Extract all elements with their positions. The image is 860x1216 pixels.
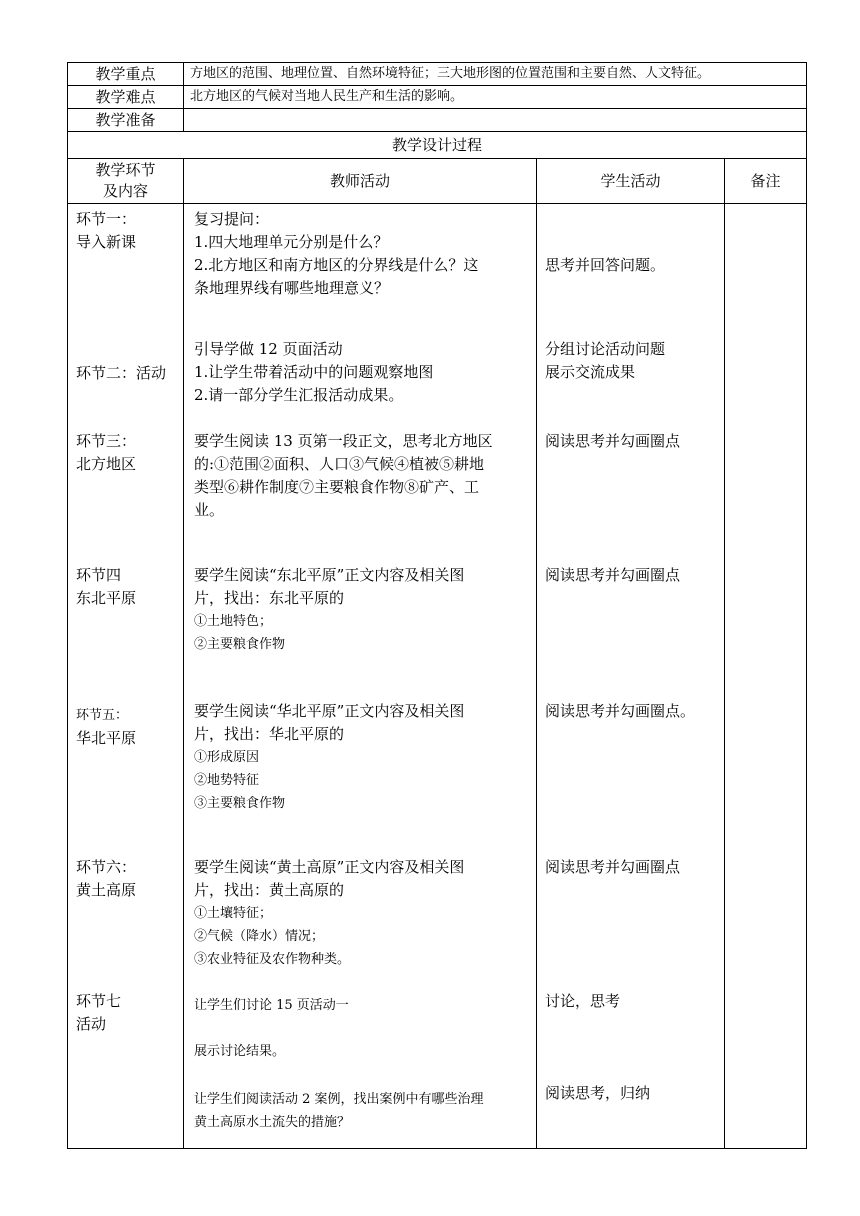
key-points-value: 方地区的范围、地理位置、自然环境特征；三大地形图的位置范围和主要自然、人文特征。 <box>184 63 807 86</box>
key-points-row <box>68 63 807 86</box>
stage-7-teacher-c: 让学生们阅读活动 2 案例，找出案例中有哪些治理 黄土高原水土流失的措施？ <box>194 1092 484 1130</box>
stage-7-student-a: 讨论，思考 <box>545 992 621 1010</box>
stage-4-name: 环节四 东北平原 <box>76 566 137 607</box>
stage-6-name: 环节六： 黄土高原 <box>76 858 137 899</box>
stage-7-teacher-b: 展示讨论结果。 <box>194 1044 286 1059</box>
stage-1-name: 环节一： 导入新课 <box>76 210 137 251</box>
teacher-header: 教师活动 <box>184 159 537 204</box>
stage-7-name: 环节七 活动 <box>76 992 122 1033</box>
stage-2-student: 分组讨论活动问题 展示交流成果 <box>545 340 666 381</box>
stage-header-line2: 及内容 <box>102 182 148 200</box>
preparation-row <box>68 109 807 132</box>
preparation-value <box>184 109 807 132</box>
stage-1-student: 思考并回答问题。 <box>545 256 666 274</box>
student-column <box>537 204 725 1149</box>
stage-1-teacher: 复习提问： 1.四大地理单元分别是什么？ 2.北方地区和南方地区的分界线是什么？这 条地理界线有哪些地理意义？ <box>194 210 479 297</box>
stage-7-student-b: 阅读思考，归纳 <box>545 1084 651 1102</box>
stage-3-teacher: 要学生阅读 13 页第一段正文，思考北方地区 的:①范围②面积、人口③气候④植被⑤耕地 类型⑥耕作制度⑦主要粮食作物⑧矿产、工 业。 <box>194 432 493 519</box>
difficulties-label: 教学难点 <box>68 86 184 109</box>
stage-3-student: 阅读思考并勾画圈点 <box>545 432 681 450</box>
stage-6-teacher: 要学生阅读“黄土高原”正文内容及相关图 片，找出：黄土高原的 ①土壤特征； ②气候（降水）情况； ③农业特征及农作物种类。 <box>194 858 465 967</box>
stage-2-name: 环节二：活动 <box>76 364 167 382</box>
stage-5-student: 阅读思考并勾画圈点。 <box>545 702 696 720</box>
stage-4-teacher: 要学生阅读“东北平原”正文内容及相关图 片，找出：东北平原的 ①土地特色； ②主要粮食作物 <box>194 566 465 652</box>
stage-header-line1: 教学环节 <box>95 161 156 179</box>
student-header: 学生活动 <box>537 159 725 204</box>
notes-column <box>725 204 807 1149</box>
header-row <box>68 159 807 204</box>
teacher-column <box>184 204 537 1149</box>
stage-6-student: 阅读思考并勾画圈点 <box>545 858 681 876</box>
key-points-label: 教学重点 <box>68 63 184 86</box>
difficulties-row <box>68 86 807 109</box>
notes-header: 备注 <box>725 159 807 204</box>
process-title-row <box>68 132 807 159</box>
stage-5-name: 环节五： 华北平原 <box>76 708 137 747</box>
stage-5-teacher: 要学生阅读“华北平原”正文内容及相关图 片，找出：华北平原的 ①形成原因 ②地势特征 ③主要粮食作物 <box>194 702 465 811</box>
stage-2-teacher: 引导学做 12 页面活动 1.让学生带着活动中的问题观察地图 2.请一部分学生汇报活动成果。 <box>194 340 434 404</box>
stage-3-name: 环节三： 北方地区 <box>76 432 137 473</box>
lesson-plan <box>67 62 806 1149</box>
preparation-label: 教学准备 <box>68 109 184 132</box>
stage-7-teacher-a: 让学生们讨论 15 页活动一 <box>194 998 349 1013</box>
lesson-plan-table <box>67 62 807 1149</box>
difficulties-value: 北方地区的气候对当地人民生产和生活的影响。 <box>184 86 807 109</box>
process-title: 教学设计过程 <box>68 132 807 159</box>
stage-4-student: 阅读思考并勾画圈点 <box>545 566 681 584</box>
stage-column <box>68 204 184 1149</box>
stage-header <box>68 159 184 204</box>
stages-row <box>68 204 807 1149</box>
